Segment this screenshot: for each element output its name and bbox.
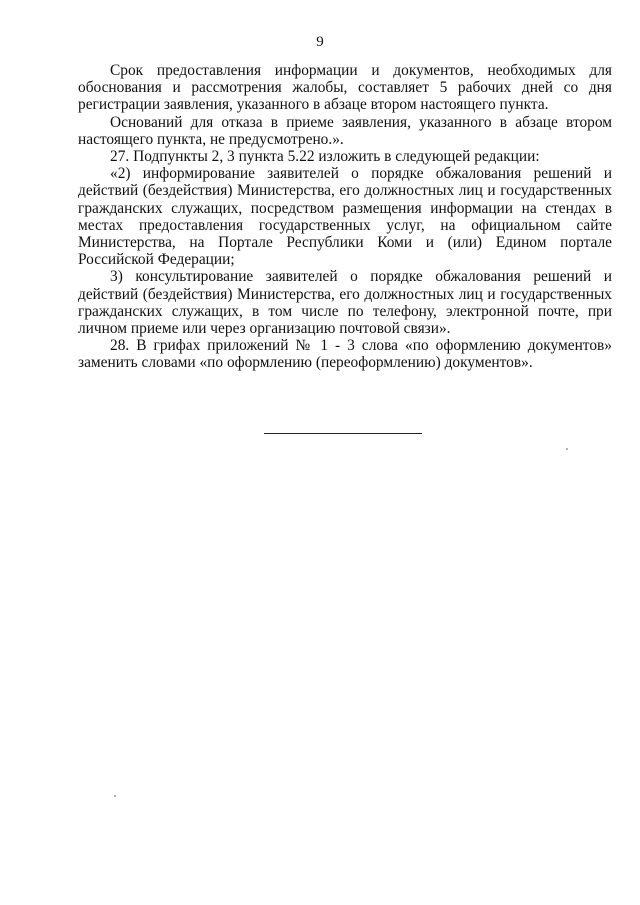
end-separator-line xyxy=(264,433,422,434)
paragraph-subitem-2: «2) информирование заявителей о порядке обжалования решений и действий (бездействия) Министерства, его должностных лиц и государственных гражданских служащих, посредством размещения информации на стендах в местах предоставления государственных услуг, на официальном сайте Министерства, на Портале Республики Коми и (или) Едином портале Российской Федерации; xyxy=(78,165,612,269)
paragraph-item-28: 28. В грифах приложений № 1 - 3 слова «по оформлению документов» заменить словами «по оформлению (переоформлению) документов». xyxy=(78,337,612,372)
paragraph-subitem-3: 3) консультирование заявителей о порядке обжалования решений и действий (бездействия) Министерства, его должностных лиц и государственных гражданских служащих, в том числе по телефону, электронной почте, при личном приеме или через организацию почтовой связи». xyxy=(78,268,612,338)
paragraph-item-27: 27. Подпункты 2, 3 пункта 5.22 изложить в следующей редакции: xyxy=(110,148,540,166)
page-number: 9 xyxy=(316,34,324,50)
paragraph-no-refusal-grounds: Оснований для отказа в приеме заявления, указанного в абзаце втором настоящего пункта, не предусмотрено.». xyxy=(78,113,612,148)
document-body xyxy=(78,62,612,372)
scan-speck xyxy=(114,795,116,797)
scan-speck xyxy=(566,448,568,450)
paragraph-complaint-deadline: Срок предоставления информации и документов, необходимых для обоснования и рассмотрения жалобы, составляет 5 рабочих дней со дня регистрации заявления, указанного в абзаце втором настоящего пункта. xyxy=(78,62,612,114)
